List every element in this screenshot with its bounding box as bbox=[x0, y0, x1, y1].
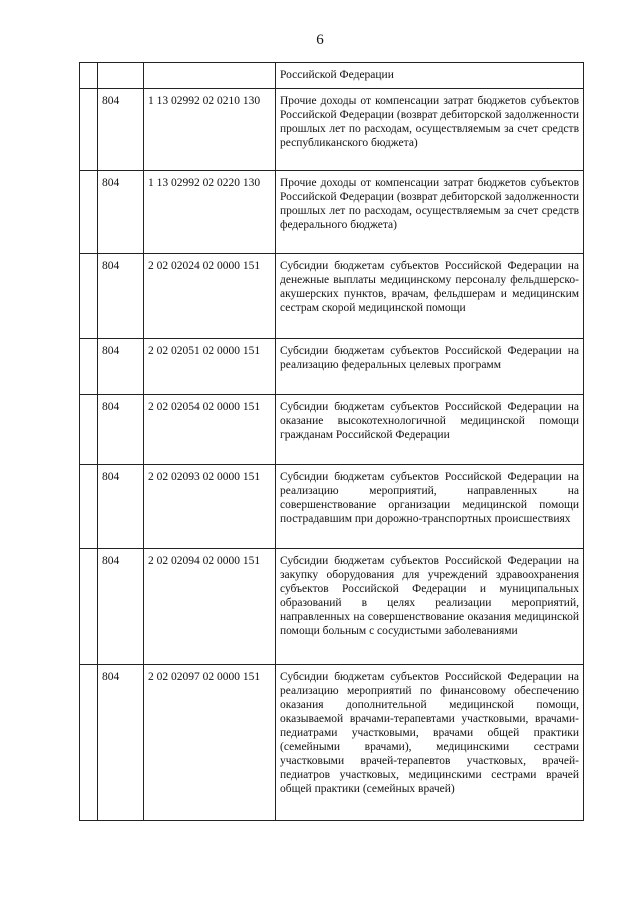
blank-cell bbox=[80, 665, 98, 821]
blank-cell bbox=[80, 171, 98, 254]
blank-cell bbox=[80, 395, 98, 465]
admin-code-cell: 804 bbox=[98, 549, 144, 665]
budget-code-cell: 2 02 02097 02 0000 151 bbox=[144, 665, 276, 821]
blank-cell bbox=[80, 63, 98, 89]
table-row bbox=[80, 665, 584, 821]
revenue-name-cell: Прочие доходы от компенсации затрат бюджетов субъектов Российской Федерации (возврат дебиторской задолженности прошлых лет по расходам, осуществляемым за счет средств федерального бюджета) bbox=[276, 171, 584, 254]
continuation-name-cell: Российской Федерации bbox=[276, 63, 584, 89]
blank-cell bbox=[80, 89, 98, 171]
blank-cell bbox=[80, 549, 98, 665]
blank-cell bbox=[80, 254, 98, 339]
budget-code-cell: 2 02 02054 02 0000 151 bbox=[144, 395, 276, 465]
table-row bbox=[80, 171, 584, 254]
budget-code-cell: 1 13 02992 02 0220 130 bbox=[144, 171, 276, 254]
admin-code-cell bbox=[98, 63, 144, 89]
table-row bbox=[80, 395, 584, 465]
revenue-name-cell: Субсидии бюджетам субъектов Российской Федерации на закупку оборудования для учреждений здравоохранения субъектов Российской Федерации и муниципальных образований в целях реализации мероприятий, направленных на совершенствование оказания медицинской помощи больным с сосудистыми заболеваниями bbox=[276, 549, 584, 665]
budget-code-cell: 1 13 02992 02 0210 130 bbox=[144, 89, 276, 171]
blank-cell bbox=[80, 465, 98, 549]
budget-code-cell: 2 02 02094 02 0000 151 bbox=[144, 549, 276, 665]
admin-code-cell: 804 bbox=[98, 339, 144, 395]
budget-code-cell bbox=[144, 63, 276, 89]
revenue-name-cell: Субсидии бюджетам субъектов Российской Федерации на реализацию мероприятий по финансовому обеспечению оказания дополнительной медицинской помощи, оказываемой врачами-терапевтами участковыми, врачами-педиатрами участковыми, врачами общей практики (семейными врачами), медицинскими сестрами участковыми врачей-терапевтов участковых, врачей-педиатров участковых, медицинскими сестрами врачей общей практики (семейных врачей) bbox=[276, 665, 584, 821]
admin-code-cell: 804 bbox=[98, 465, 144, 549]
budget-code-cell: 2 02 02024 02 0000 151 bbox=[144, 254, 276, 339]
admin-code-cell: 804 bbox=[98, 254, 144, 339]
revenue-name-cell: Субсидии бюджетам субъектов Российской Федерации на оказание высокотехнологичной медицинской помощи гражданам Российской Федерации bbox=[276, 395, 584, 465]
admin-code-cell: 804 bbox=[98, 171, 144, 254]
admin-code-cell: 804 bbox=[98, 665, 144, 821]
table-row bbox=[80, 89, 584, 171]
table-row bbox=[80, 465, 584, 549]
revenue-name-cell: Субсидии бюджетам субъектов Российской Федерации на реализацию федеральных целевых программ bbox=[276, 339, 584, 395]
budget-code-cell: 2 02 02051 02 0000 151 bbox=[144, 339, 276, 395]
table-row-continuation bbox=[80, 63, 584, 89]
admin-code-cell: 804 bbox=[98, 89, 144, 171]
revenue-name-cell: Субсидии бюджетам субъектов Российской Федерации на денежные выплаты медицинскому персоналу фельдшерско-акушерских пунктов, врачам, фельдшерам и медицинским сестрам скорой медицинской помощи bbox=[276, 254, 584, 339]
table-row bbox=[80, 339, 584, 395]
budget-code-cell: 2 02 02093 02 0000 151 bbox=[144, 465, 276, 549]
revenue-classification-table bbox=[79, 62, 584, 821]
page-number: 6 bbox=[316, 32, 324, 48]
revenue-name-cell: Прочие доходы от компенсации затрат бюджетов субъектов Российской Федерации (возврат дебиторской задолженности прошлых лет по расходам, осуществляемым за счет средств республиканского бюджета) bbox=[276, 89, 584, 171]
revenue-name-cell: Субсидии бюджетам субъектов Российской Федерации на реализацию мероприятий, направленных на совершенствование организации медицинской помощи пострадавшим при дорожно-транспортных происшествиях bbox=[276, 465, 584, 549]
blank-cell bbox=[80, 339, 98, 395]
admin-code-cell: 804 bbox=[98, 395, 144, 465]
table-row bbox=[80, 254, 584, 339]
table-row bbox=[80, 549, 584, 665]
